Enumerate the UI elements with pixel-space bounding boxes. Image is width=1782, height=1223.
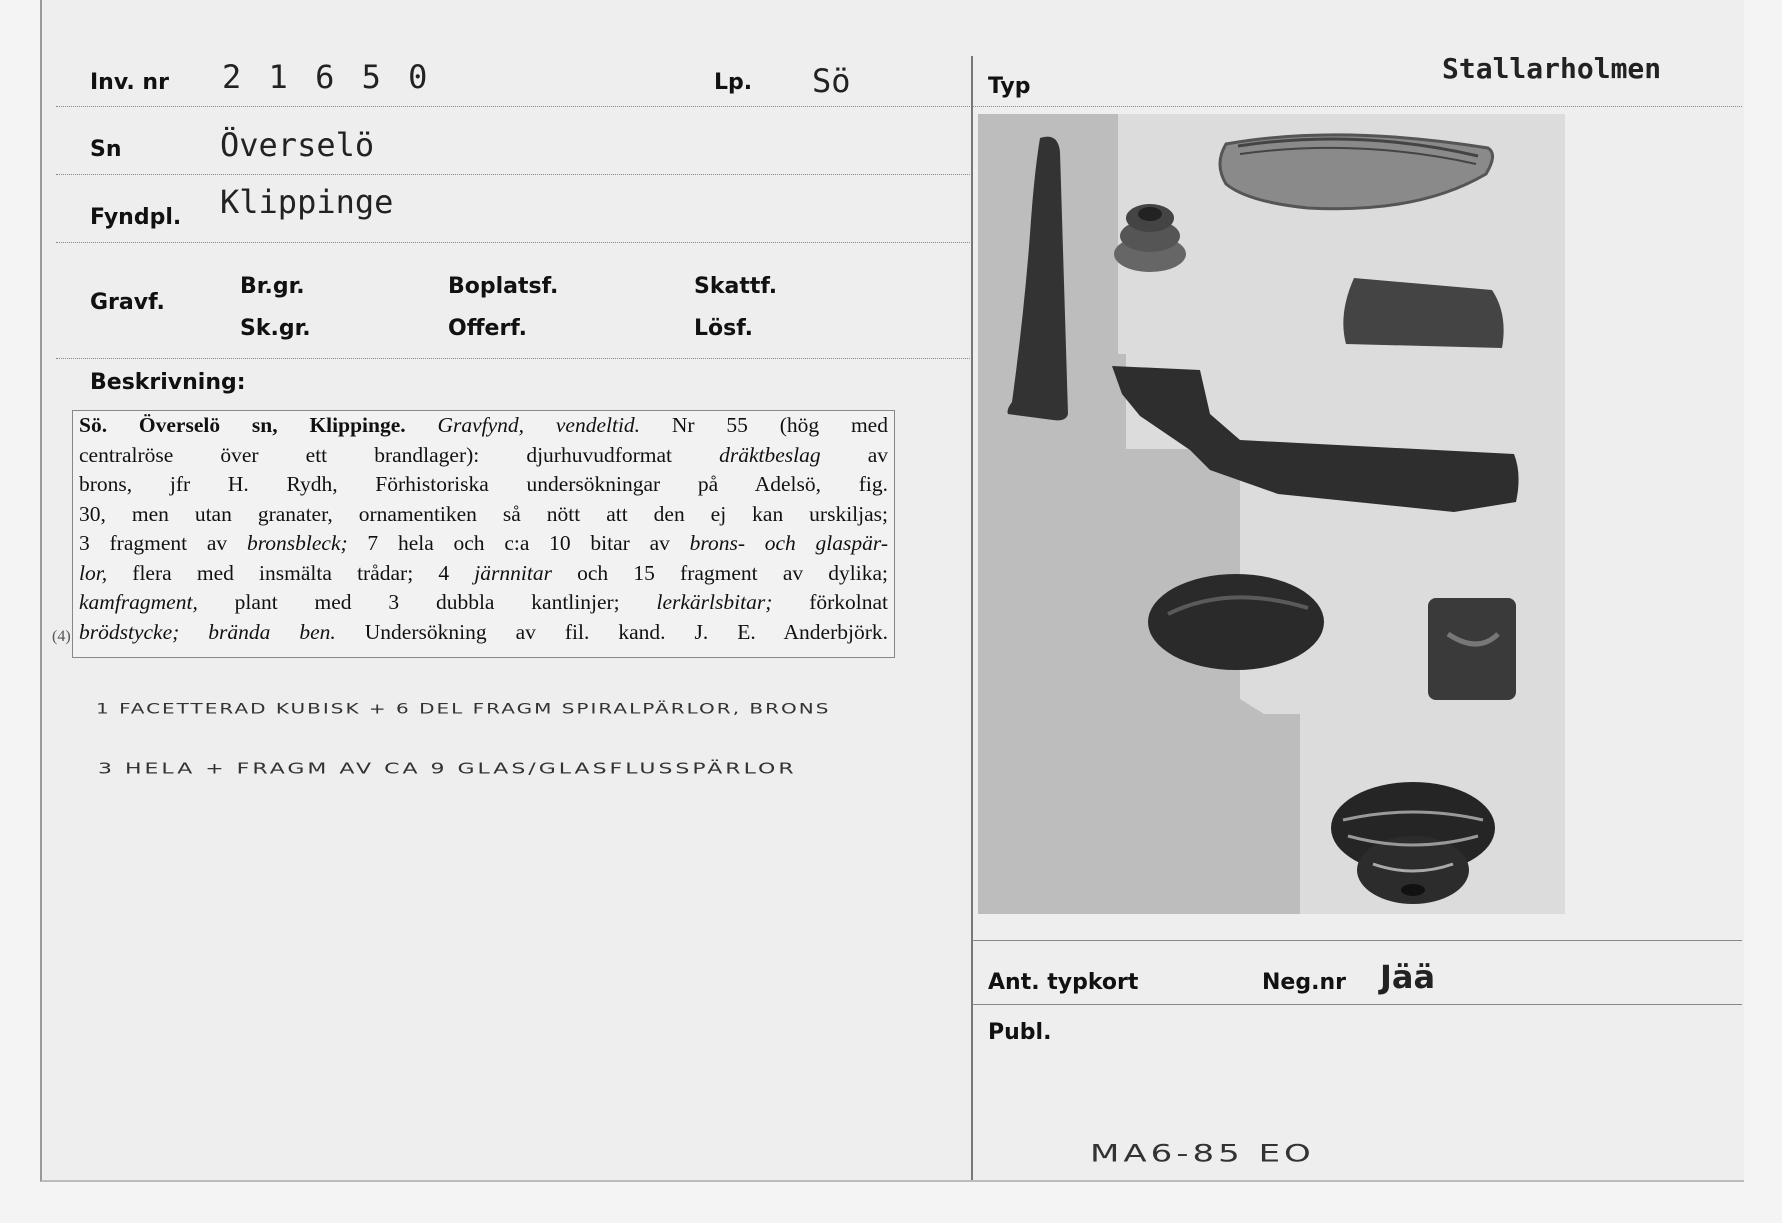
neg-nr-label: Neg.nr [1262,970,1346,995]
divider [56,242,972,243]
skgr-label: Sk.gr. [240,316,311,341]
losf-label: Lösf. [694,316,753,341]
beskrivning-label: Beskrivning: [90,370,246,395]
skattf-label: Skattf. [694,274,778,299]
description-line: brons, jfr H. Rydh, Förhistoriska undersökningar på Adelsö, fig. [79,472,888,496]
divider [972,1004,1742,1005]
fyndpl-value: Klippinge [220,183,394,221]
publ-label: Publ. [988,1020,1052,1045]
description-line: Sö. Överselö sn, Klippinge. Gravfynd, vendeltid. Nr 55 (hög med [79,413,888,437]
inv-nr-label: Inv. nr [90,70,169,95]
sn-label: Sn [90,137,122,162]
description-line: 30, men utan granater, ornamentiken så nött att den ej kan urskiljas; [79,501,888,526]
typ-value: Stallarholmen [1442,52,1662,85]
divider [972,106,1742,107]
divider [56,174,972,175]
archive-code: MA6-85 EO [1090,1140,1315,1168]
fyndpl-label: Fyndpl. [90,205,182,230]
description-line: lor, flera med insmälta trådar; 4 järnnitar och 15 fragment av dylika; [79,560,889,585]
margin-note: (4) [52,628,71,645]
description-line: kamfragment, plant med 3 dubbla kantlinjer; lerkärlsbitar; förkolnat [79,590,889,614]
divider [56,358,972,359]
inv-nr-value: 2 1 6 5 0 [222,58,432,96]
description-line: centralröse över ett brandlager): djurhuvudformat dräktbeslag av [79,442,889,467]
typ-label: Typ [988,74,1031,99]
divider [56,106,972,107]
ant-typkort-label: Ant. typkort [988,970,1139,995]
divider [972,940,1742,941]
description-line: 3 fragment av bronsbleck; 7 hela och c:a 10 bitar av brons- och glaspär- [79,531,888,555]
artifact-photograph [978,114,1565,914]
offerf-label: Offerf. [448,316,528,341]
neg-nr-value: Jää [1380,958,1436,996]
boplatsf-label: Boplatsf. [448,274,559,299]
lp-label: Lp. [714,70,753,95]
handwritten-note-2: 3 HELA + FRAGM AV CA 9 GLAS/GLASFLUSSPÄRLOR [98,760,797,778]
gravf-label: Gravf. [90,290,165,315]
description-box [72,410,895,658]
column-divider [971,56,973,1180]
glass-bead-shape [1148,574,1324,670]
description-line: brödstycke; brända ben. Undersökning av fil. kand. J. E. Anderbjörk. [79,619,888,644]
handwritten-note-1: 1 FACETTERAD KUBISK + 6 DEL FRAGM SPIRALPÄRLOR, BRONS [96,700,831,717]
sn-value: Överselö [220,126,375,164]
lp-value: Sö [812,62,851,100]
brgr-label: Br.gr. [240,274,305,299]
cube-bead-shape [1428,598,1516,700]
